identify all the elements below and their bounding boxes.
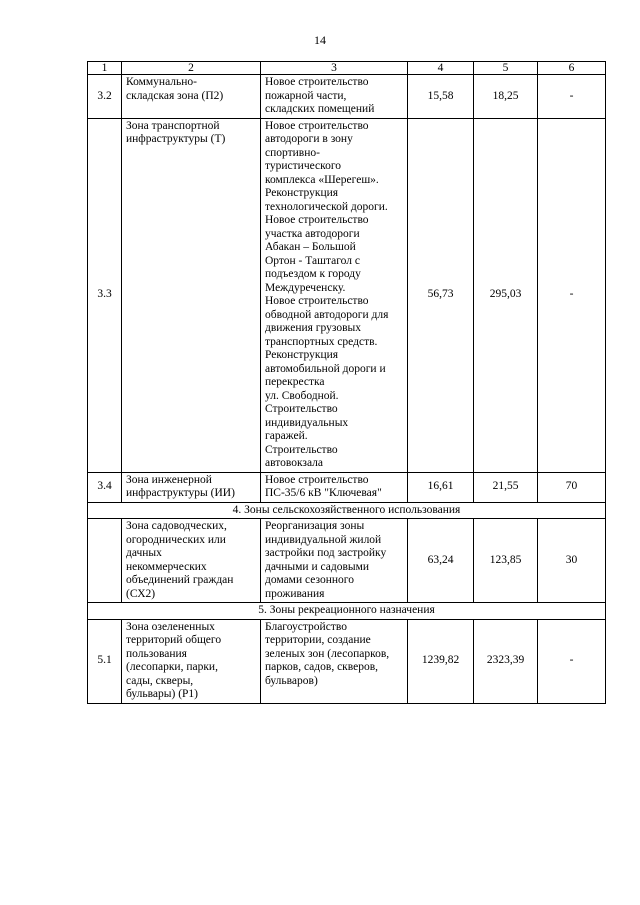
zone-name <box>122 619 261 703</box>
table-header-row <box>88 62 606 75</box>
row-number: 3.2 <box>88 75 122 119</box>
zone-name <box>122 118 261 472</box>
section-heading: 5. Зоны рекреационного назначения <box>88 603 606 620</box>
zone-name-text: Зона озелененных территорий общего пользования (лесопарки, парки, сады, скверы, бульвары) (Р1) <box>126 620 222 700</box>
page-number: 14 <box>314 33 326 47</box>
header-cell: 5 <box>474 62 538 75</box>
row-number: 3.3 <box>88 118 122 472</box>
table-row <box>88 519 606 603</box>
value-col5: 295,03 <box>474 118 538 472</box>
row-number <box>88 519 122 603</box>
value-col6: - <box>538 619 606 703</box>
value-col6: 70 <box>538 472 606 502</box>
zone-name-text: Зона инженерной инфраструктуры (ИИ) <box>126 473 235 499</box>
value-col4: 1239,82 <box>408 619 474 703</box>
section-row <box>88 502 606 519</box>
planned-works <box>261 519 408 603</box>
zone-name <box>122 519 261 603</box>
zone-name-text: Коммунально- складская зона (П2) <box>126 76 224 102</box>
value-col5: 123,85 <box>474 519 538 603</box>
table-row <box>88 118 606 472</box>
value-col5: 2323,39 <box>474 619 538 703</box>
value-col4: 63,24 <box>408 519 474 603</box>
value-col6: - <box>538 118 606 472</box>
zone-name <box>122 472 261 502</box>
value-col4: 16,61 <box>408 472 474 502</box>
table-row <box>88 75 606 119</box>
zone-name <box>122 75 261 119</box>
value-col6: 30 <box>538 519 606 603</box>
planned-works <box>261 75 408 119</box>
value-col4: 56,73 <box>408 118 474 472</box>
planned-works-text: Новое строительство пожарной части, складских помещений <box>265 76 375 115</box>
planned-works-text: Новое строительство автодороги в зону спортивно- туристического комплекса «Шерегеш». Реконструкция технологической дороги. Новое строительство участка автодороги Абакан – Большой Ортон - Таштагол с подъездом к городу Междуреченску. Новое строительство обводной автодороги для движения грузовых транспортных средств. Реконструкция автомобильной дороги и перекрестка ул. Свободной. Строительство индивидуальных гаражей. Строительство автовокзала <box>265 119 389 469</box>
header-cell: 6 <box>538 62 606 75</box>
planned-works <box>261 472 408 502</box>
planning-table <box>87 61 606 704</box>
row-number: 3.4 <box>88 472 122 502</box>
section-heading: 4. Зоны сельскохозяйственного использования <box>88 502 606 519</box>
header-cell: 1 <box>88 62 122 75</box>
planned-works-text: Благоустройство территории, создание зеленых зон (лесопарков, парков, садов, скверов, бульваров) <box>265 620 390 687</box>
planned-works <box>261 619 408 703</box>
value-col6: - <box>538 75 606 119</box>
planned-works <box>261 118 408 472</box>
value-col5: 21,55 <box>474 472 538 502</box>
value-col4: 15,58 <box>408 75 474 119</box>
planned-works-text: Реорганизация зоны индивидуальной жилой застройки под застройку дачными и садовыми домами сезонного проживания <box>265 520 387 600</box>
header-cell: 2 <box>122 62 261 75</box>
zone-name-text: Зона транспортной инфраструктуры (Т) <box>126 119 226 145</box>
value-col5: 18,25 <box>474 75 538 119</box>
section-row <box>88 603 606 620</box>
table-row <box>88 619 606 703</box>
header-cell: 3 <box>261 62 408 75</box>
row-number: 5.1 <box>88 619 122 703</box>
planned-works-text: Новое строительство ПС-35/6 кВ "Ключевая" <box>265 473 382 499</box>
table-row <box>88 472 606 502</box>
header-cell: 4 <box>408 62 474 75</box>
zone-name-text: Зона садоводческих, огороднических или дачных некоммерческих объединений граждан (СХ2) <box>126 520 234 600</box>
